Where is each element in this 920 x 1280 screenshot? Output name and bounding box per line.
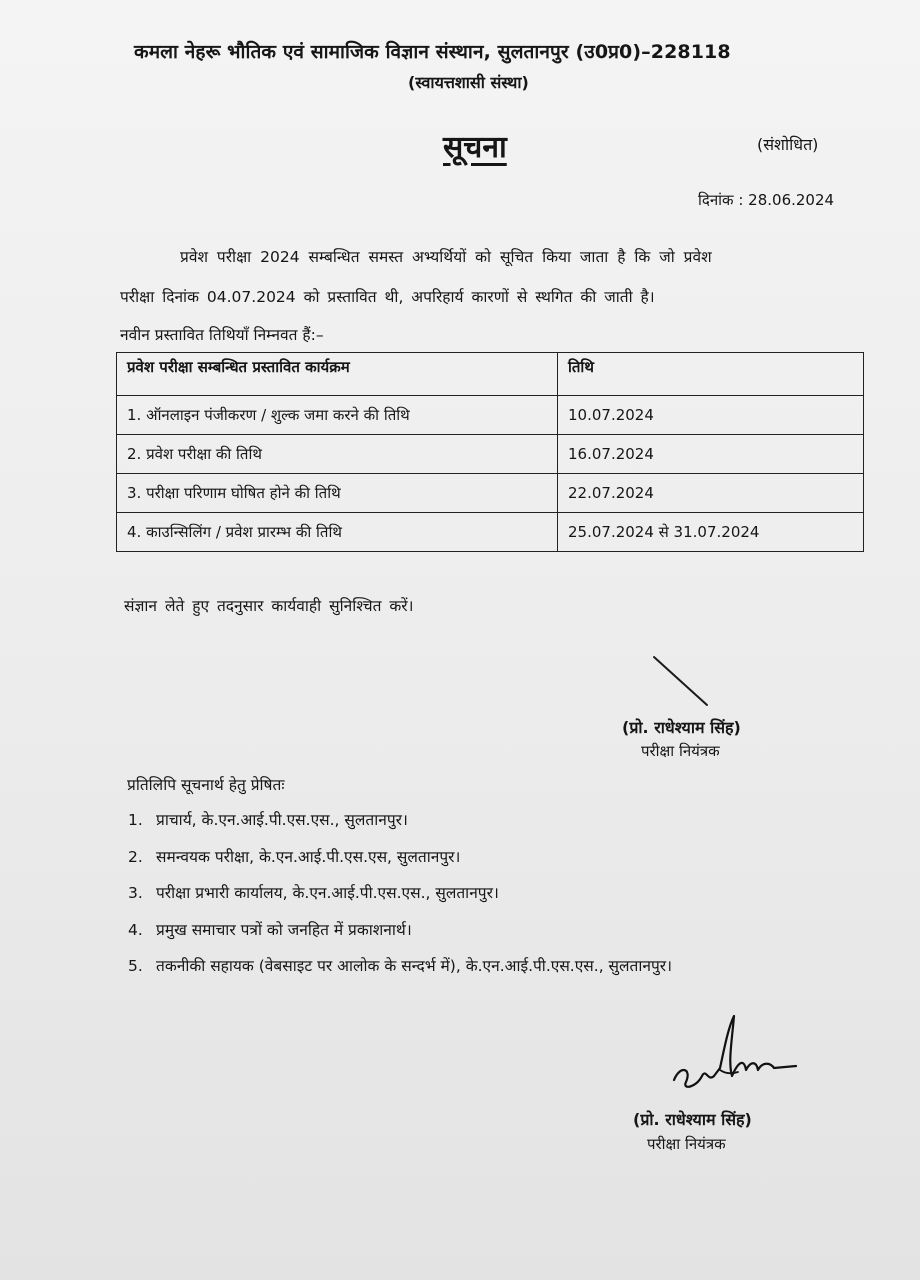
list-number: 1.: [128, 811, 143, 829]
list-text: समन्वयक परीक्षा, के.एन.आई.पी.एस.एस, सुलतानपुर।: [156, 847, 461, 866]
body-paragraph-line-2: परीक्षा दिनांक 04.07.2024 को प्रस्तावित थी, अपरिहार्य कारणों से स्थगित की जाती है।: [120, 288, 655, 306]
list-text: परीक्षा प्रभारी कार्यालय, के.एन.आई.पी.एस.एस., सुलतानपुर।: [156, 884, 499, 902]
copy-to-list: [128, 808, 672, 991]
institute-name: कमला नेहरू भौतिक एवं सामाजिक विज्ञान संस्थान, सुलतानपुर (उ0प्र0)–228118: [134, 41, 731, 63]
program-cell: 4. काउन्सिलिंग / प्रवेश प्रारम्भ की तिथि: [117, 513, 558, 552]
program-cell: 1. ऑनलाइन पंजीकरण / शुल्क जमा करने की तिथि: [117, 396, 558, 435]
list-text: तकनीकी सहायक (वेबसाइट पर आलोक के सन्दर्भ में), के.एन.आई.पी.एस.एस., सुलतानपुर।: [156, 957, 673, 975]
header-program: प्रवेश परीक्षा सम्बन्धित प्रस्तावित कार्यक्रम: [117, 353, 558, 396]
instruction-text: संज्ञान लेते हुए तदनुसार कार्यवाही सुनिश्चित करें।: [124, 597, 414, 615]
signatory-name: (प्रो. राधेश्याम सिंह): [622, 718, 741, 737]
table-row: [117, 513, 864, 552]
table-row: [117, 396, 864, 435]
table-header-row: [117, 353, 864, 396]
list-number: 5.: [128, 957, 143, 975]
signature-mark: [652, 655, 712, 715]
date-cell: 10.07.2024: [558, 396, 864, 435]
signatory-name: (प्रो. राधेश्याम सिंह): [633, 1110, 752, 1129]
institute-subtitle: (स्वायत्तशासी संस्था): [408, 73, 529, 92]
list-number: 2.: [128, 847, 143, 866]
notice-title: सूचना: [443, 130, 507, 165]
notice-date: दिनांक : 28.06.2024: [698, 191, 835, 209]
list-number: 3.: [128, 884, 143, 902]
list-item: [128, 808, 672, 845]
list-text: प्राचार्य, के.एन.आई.पी.एस.एस., सुलतानपुर।: [156, 811, 408, 829]
date-cell: 22.07.2024: [558, 474, 864, 513]
signatory-designation: परीक्षा नियंत्रक: [641, 742, 720, 760]
program-cell: 2. प्रवेश परीक्षा की तिथि: [117, 435, 558, 474]
revised-tag: (संशोधित): [757, 135, 819, 154]
list-item: [128, 954, 672, 991]
list-item: [128, 918, 672, 955]
date-cell: 25.07.2024 से 31.07.2024: [558, 513, 864, 552]
header-date: तिथि: [558, 353, 864, 396]
list-text: प्रमुख समाचार पत्रों को जनहित में प्रकाशनार्थ।: [156, 920, 412, 939]
date-cell: 16.07.2024: [558, 435, 864, 474]
table-row: [117, 435, 864, 474]
body-paragraph-line-1: प्रवेश परीक्षा 2024 सम्बन्धित समस्त अभ्यर्थियों को सूचित किया जाता है कि जो प्रवेश: [180, 248, 712, 266]
copy-to-heading: प्रतिलिपि सूचनार्थ हेतु प्रेषितः: [127, 776, 285, 794]
list-item: [128, 845, 672, 882]
signatory-designation: परीक्षा नियंत्रक: [647, 1135, 726, 1153]
list-item: [128, 881, 672, 918]
list-number: 4.: [128, 920, 143, 939]
program-cell: 3. परीक्षा परिणाम घोषित होने की तिथि: [117, 474, 558, 513]
body-paragraph-line-3: नवीन प्रस्तावित तिथियाँ निम्नवत हैं:–: [120, 326, 324, 344]
table-row: [117, 474, 864, 513]
schedule-table: [116, 352, 864, 552]
handwritten-signature: [662, 1010, 802, 1105]
